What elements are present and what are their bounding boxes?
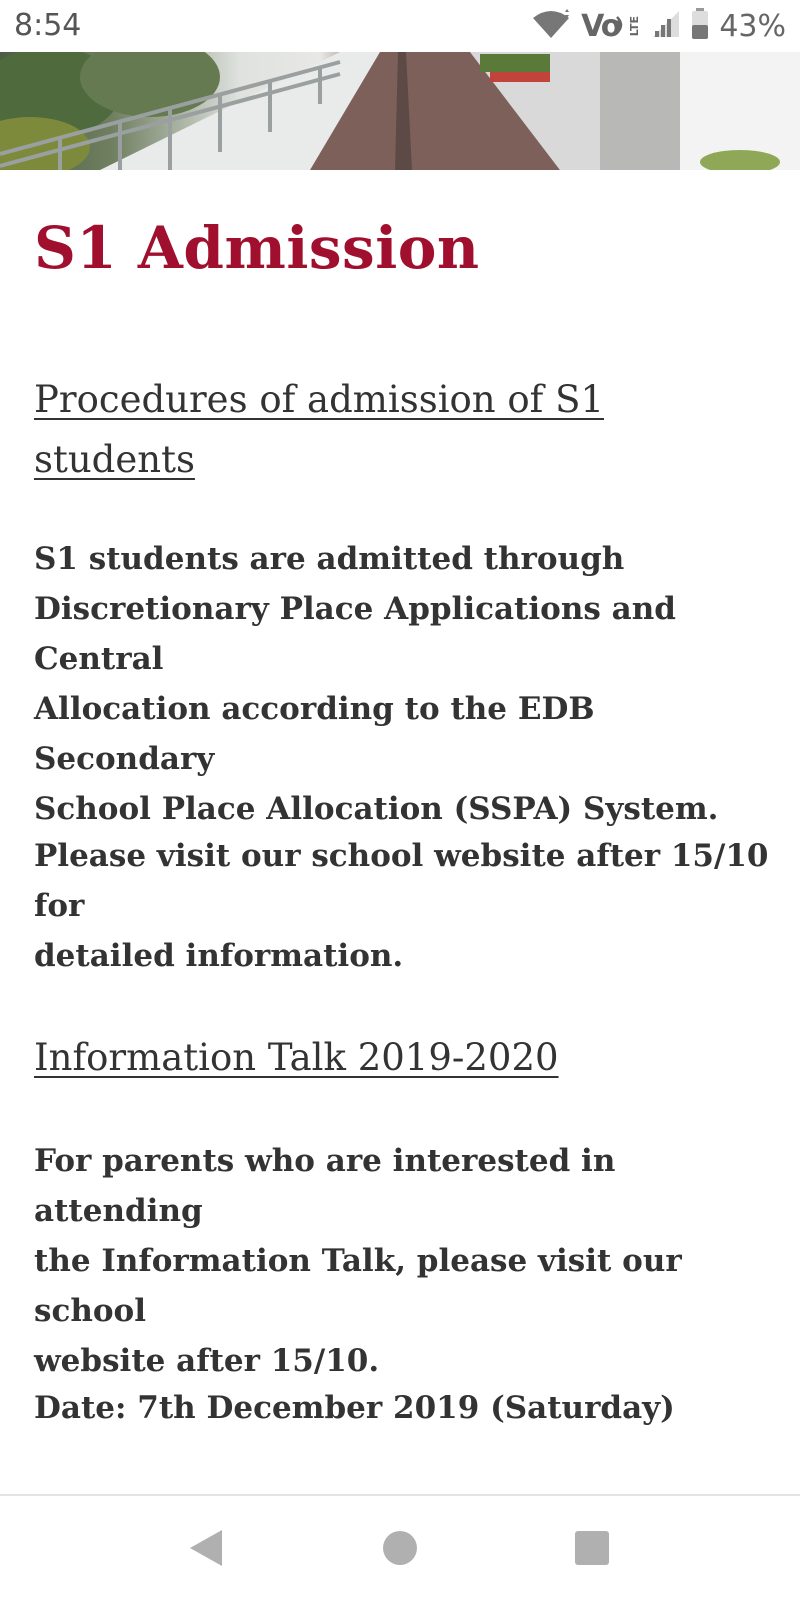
info-talk-heading[interactable]: Information Talk 2019-2020 <box>34 1036 559 1079</box>
text-line: Please visit our school website after 15/10 for <box>34 838 769 924</box>
procedures-heading-line1: Procedures of admission of S1 <box>34 378 605 421</box>
status-icons <box>531 8 786 44</box>
page-title: S1 Admission <box>34 214 480 282</box>
home-icon[interactable] <box>376 1524 424 1572</box>
status-time: 8:54 <box>14 8 82 43</box>
battery-percent: 43% <box>719 8 786 44</box>
text-line: the Information Talk, please visit our school <box>34 1243 682 1329</box>
battery-icon <box>691 8 709 44</box>
wifi-icon <box>531 8 571 44</box>
text-line: For parents who are interested in attending <box>34 1143 616 1229</box>
volte-icon <box>581 9 641 44</box>
school-walkway-photo <box>0 52 800 170</box>
info-talk-paragraph <box>34 1136 774 1386</box>
text-line: S1 students are admitted through <box>34 541 625 577</box>
volte-label: Vo <box>581 8 620 44</box>
visit-website-paragraph <box>34 831 774 981</box>
text-line: Allocation according to the EDB Secondary <box>34 691 595 777</box>
system-nav-bar <box>0 1496 800 1600</box>
lte-label: LTE <box>628 15 642 37</box>
procedures-heading[interactable] <box>34 370 604 490</box>
text-line: Discretionary Place Applications and Central <box>34 591 676 677</box>
text-line: detailed information. <box>34 938 404 974</box>
banner-image <box>0 52 800 170</box>
recents-icon[interactable] <box>568 1524 616 1572</box>
back-icon[interactable] <box>184 1524 232 1572</box>
info-talk-date: Date: 7th December 2019 (Saturday) <box>34 1390 675 1426</box>
text-line: website after 15/10. <box>34 1343 380 1379</box>
status-bar <box>0 0 800 52</box>
procedures-heading-line2: students <box>34 438 195 481</box>
signal-icon <box>651 9 681 43</box>
text-line: School Place Allocation (SSPA) System. <box>34 791 719 827</box>
procedures-paragraph <box>34 534 774 834</box>
